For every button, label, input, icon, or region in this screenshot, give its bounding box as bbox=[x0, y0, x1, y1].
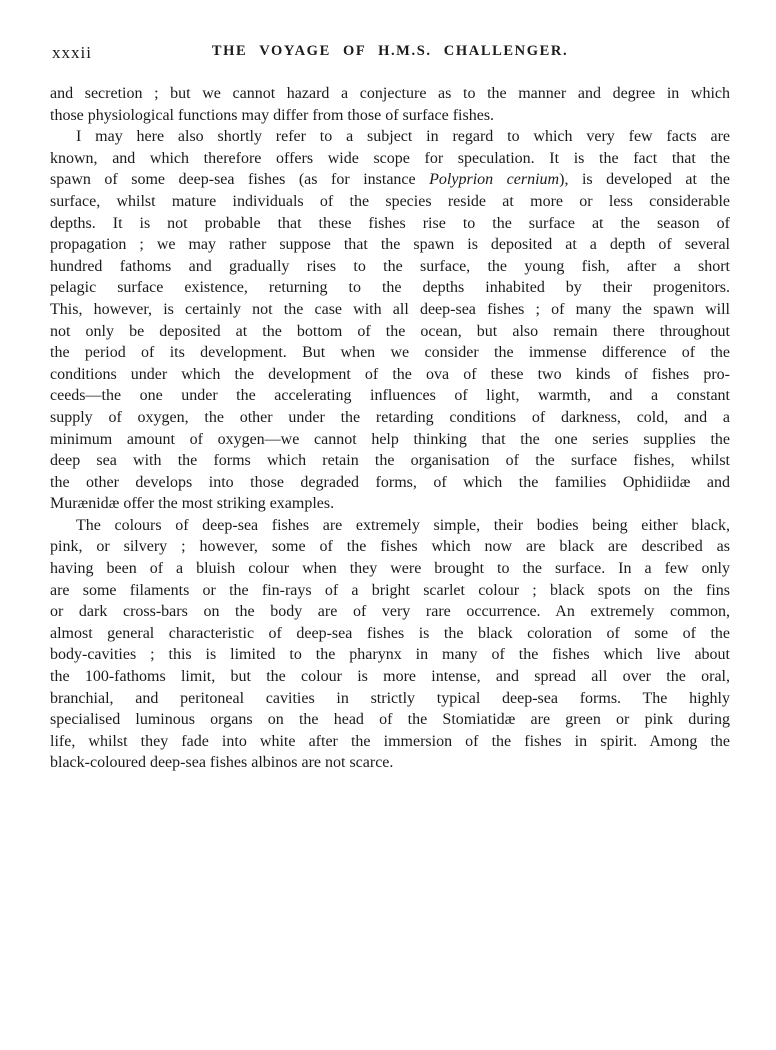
text-segment: ), is developed at the bbox=[559, 171, 731, 189]
text-line bbox=[50, 148, 730, 170]
text-segment: known, and which therefore offers wide scope for speculation. It is the fact that the bbox=[50, 149, 730, 167]
text-line bbox=[50, 321, 730, 343]
text-line bbox=[50, 83, 730, 105]
text-segment: Murænidæ offer the most striking examples. bbox=[50, 495, 335, 513]
paragraph bbox=[50, 126, 730, 515]
text-segment: The colours of deep-sea fishes are extremely simple, their bodies being either black, bbox=[76, 516, 730, 534]
text-segment: supply of oxygen, the other under the retarding conditions of darkness, cold, and a bbox=[50, 408, 730, 426]
text-line bbox=[50, 342, 730, 364]
text-line bbox=[50, 299, 730, 321]
text-line bbox=[50, 213, 730, 235]
text-line bbox=[50, 191, 730, 213]
text-segment: branchial, and peritoneal cavities in strictly typical deep-sea forms. The highly bbox=[50, 689, 730, 707]
text-line bbox=[50, 234, 730, 256]
text-line bbox=[50, 429, 730, 451]
text-line bbox=[50, 277, 730, 299]
text-line bbox=[50, 169, 730, 191]
text-segment: those physiological functions may differ from those of surface fishes. bbox=[50, 106, 495, 124]
species-name-italic: Polyprion cernium bbox=[429, 171, 560, 189]
text-line bbox=[50, 709, 730, 731]
text-line bbox=[50, 731, 730, 753]
text-segment: propagation ; we may rather suppose that the spawn is deposited at a depth of several bbox=[50, 236, 730, 254]
text-line bbox=[50, 126, 730, 148]
text-line bbox=[50, 472, 730, 494]
text-segment: black-coloured deep-sea fishes albinos are not scarce. bbox=[50, 754, 394, 772]
text-segment: hundred fathoms and gradually rises to the surface, the young fish, after a short bbox=[50, 257, 730, 275]
text-segment: the other develops into those degraded forms, of which the families Ophidiidæ and bbox=[50, 473, 730, 491]
text-segment: not only be deposited at the bottom of the ocean, but also remain there throughout bbox=[50, 322, 730, 340]
text-line bbox=[50, 385, 730, 407]
text-segment: I may here also shortly refer to a subject in regard to which very few facts are bbox=[76, 128, 730, 146]
text-segment: and secretion ; but we cannot hazard a conjecture as to the manner and degree in which bbox=[50, 85, 730, 102]
text-segment: deep sea with the forms which retain the organisation of the surface fishes, whilst bbox=[50, 452, 730, 470]
text-segment: specialised luminous organs on the head of the Stomiatidæ are green or pink during bbox=[50, 711, 730, 729]
text-segment: are some filaments or the fin-rays of a bright scarlet colour ; black spots on the fins bbox=[50, 581, 730, 599]
text-line bbox=[50, 493, 730, 515]
text-line bbox=[50, 644, 730, 666]
text-segment: ceeds—the one under the accelerating influences of light, warmth, and a constant bbox=[50, 387, 730, 405]
text-line bbox=[50, 580, 730, 602]
text-segment: or dark cross-bars on the body are of very rare occurrence. An extremely common, bbox=[50, 603, 730, 621]
paragraph bbox=[50, 83, 730, 126]
text-line bbox=[50, 515, 730, 537]
text-segment: conditions under which the development of the ova of these two kinds of fishes pro- bbox=[50, 365, 730, 383]
text-segment: spawn of some deep-sea fishes (as for instance bbox=[50, 171, 430, 189]
paragraph bbox=[50, 515, 730, 774]
text-segment: body-cavities ; this is limited to the pharynx in many of the fishes which live about bbox=[50, 646, 730, 664]
text-line bbox=[50, 666, 730, 688]
text-segment: depths. It is not probable that these fishes rise to the surface at the season of bbox=[50, 214, 730, 232]
text-segment: almost general characteristic of deep-sea fishes is the black coloration of some of the bbox=[50, 624, 730, 642]
text-segment: pelagic surface existence, returning to the depths inhabited by their progenitors. bbox=[50, 279, 730, 297]
text-line bbox=[50, 256, 730, 278]
text-segment: life, whilst they fade into white after the immersion of the fishes in spirit. Among the bbox=[50, 732, 730, 750]
running-title: THE VOYAGE OF H.M.S. CHALLENGER. bbox=[211, 43, 569, 59]
text-segment: surface, whilst mature individuals of the species reside at more or less considerable bbox=[50, 192, 730, 210]
text-column bbox=[50, 83, 730, 774]
text-segment: minimum amount of oxygen—we cannot help thinking that the one series supplies the bbox=[50, 430, 730, 448]
text-segment: having been of a bluish colour when they were brought to the surface. In a few only bbox=[50, 560, 730, 578]
page-header bbox=[50, 43, 730, 63]
text-segment: pink, or silvery ; however, some of the fishes which now are black are described as bbox=[50, 538, 730, 556]
page-number: xxxii bbox=[52, 43, 92, 62]
text-line bbox=[50, 105, 730, 127]
text-line bbox=[50, 688, 730, 710]
text-line bbox=[50, 558, 730, 580]
text-segment: This, however, is certainly not the case with all deep-sea fishes ; of many the spawn will bbox=[50, 300, 730, 318]
text-line bbox=[50, 536, 730, 558]
text-line bbox=[50, 364, 730, 386]
text-line bbox=[50, 623, 730, 645]
text-line bbox=[50, 601, 730, 623]
text-line bbox=[50, 450, 730, 472]
text-line bbox=[50, 752, 730, 774]
text-segment: the 100-fathoms limit, but the colour is more intense, and spread all over the oral, bbox=[50, 668, 730, 686]
text-line bbox=[50, 407, 730, 429]
text-segment: the period of its development. But when we consider the immense difference of the bbox=[50, 344, 730, 362]
